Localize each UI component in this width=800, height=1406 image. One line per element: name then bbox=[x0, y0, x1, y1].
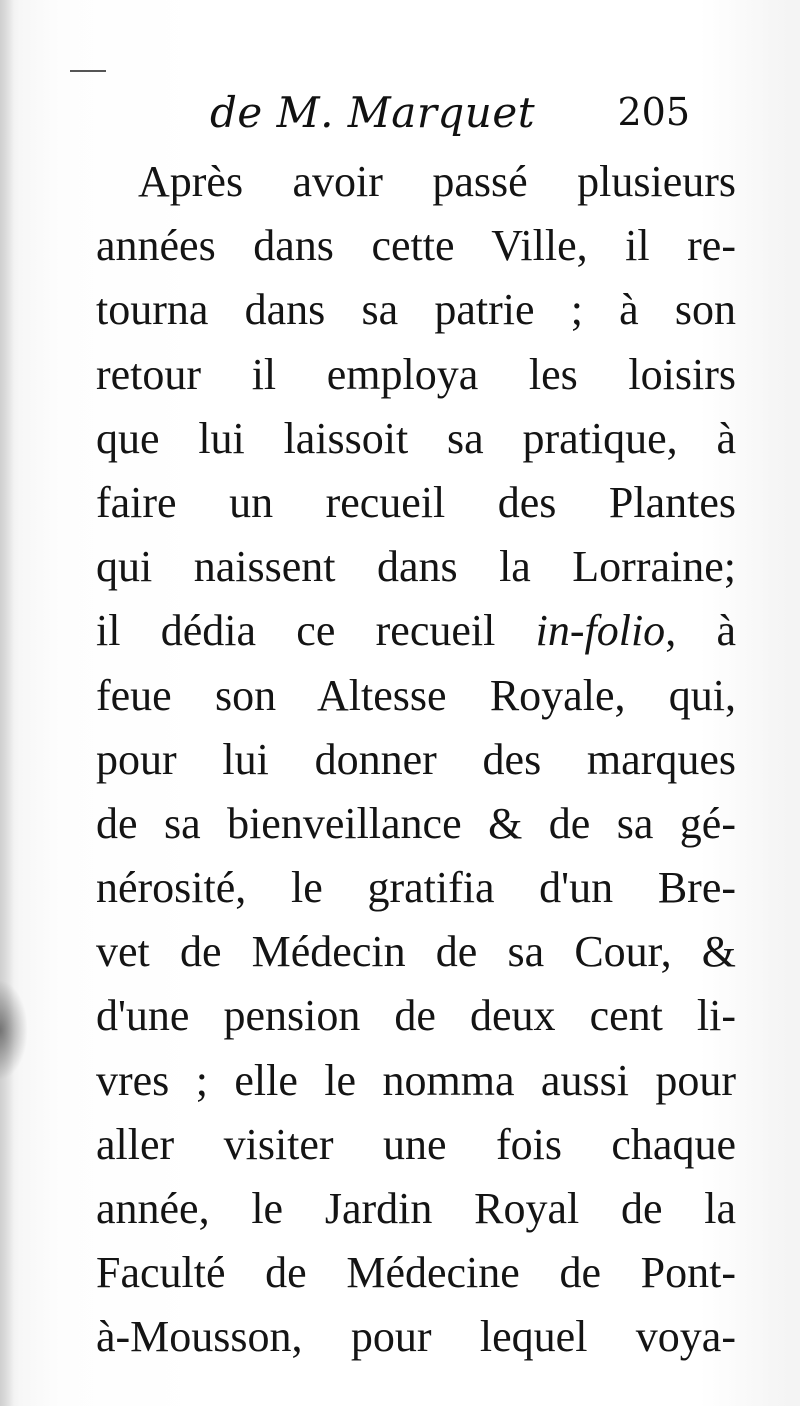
italic-term: in-folio bbox=[535, 606, 666, 656]
text-line-italic: il dédia ce recueil in-folio, à bbox=[96, 606, 737, 656]
text-line: feue son Altesse Royale, qui, bbox=[96, 670, 736, 720]
text-line: d'une pension de deux cent li- bbox=[96, 991, 736, 1041]
text-line: faire un recueil des Plantes bbox=[96, 477, 736, 527]
page-smudge bbox=[0, 980, 28, 1080]
text-line: qui naissent dans la Lorraine; bbox=[96, 542, 736, 592]
text-line: de sa bienveillance & de sa gé- bbox=[96, 798, 736, 848]
running-title: de M. Marquet bbox=[210, 88, 536, 137]
page-header bbox=[210, 88, 700, 158]
text-line: que lui laissoit sa pratique, à bbox=[96, 413, 736, 463]
text-line: pour lui donner des marques bbox=[96, 734, 736, 784]
text-line: années dans cette Ville, il re- bbox=[96, 221, 736, 271]
printer-mark bbox=[70, 70, 106, 72]
text-line: tourna dans sa patrie ; à son bbox=[96, 285, 736, 335]
text-line: à-Mousson, pour lequel voya- bbox=[96, 1312, 736, 1362]
text-line: retour il employa les loisirs bbox=[96, 349, 736, 399]
text-line: nérosité, le gratifia d'un Bre- bbox=[96, 863, 736, 913]
text-line: Après avoir passé plusieurs bbox=[138, 157, 736, 206]
text-line: aller visiter une fois chaque bbox=[96, 1119, 736, 1169]
text-line: Faculté de Médecine de Pont- bbox=[96, 1248, 736, 1298]
text-line: vet de Médecin de sa Cour, & bbox=[96, 927, 736, 977]
text-line: année, le Jardin Royal de la bbox=[96, 1184, 736, 1233]
body-paragraph bbox=[96, 150, 736, 1370]
page-number: 205 bbox=[617, 90, 690, 134]
text-line: vres ; elle le nomma aussi pour bbox=[96, 1055, 736, 1105]
